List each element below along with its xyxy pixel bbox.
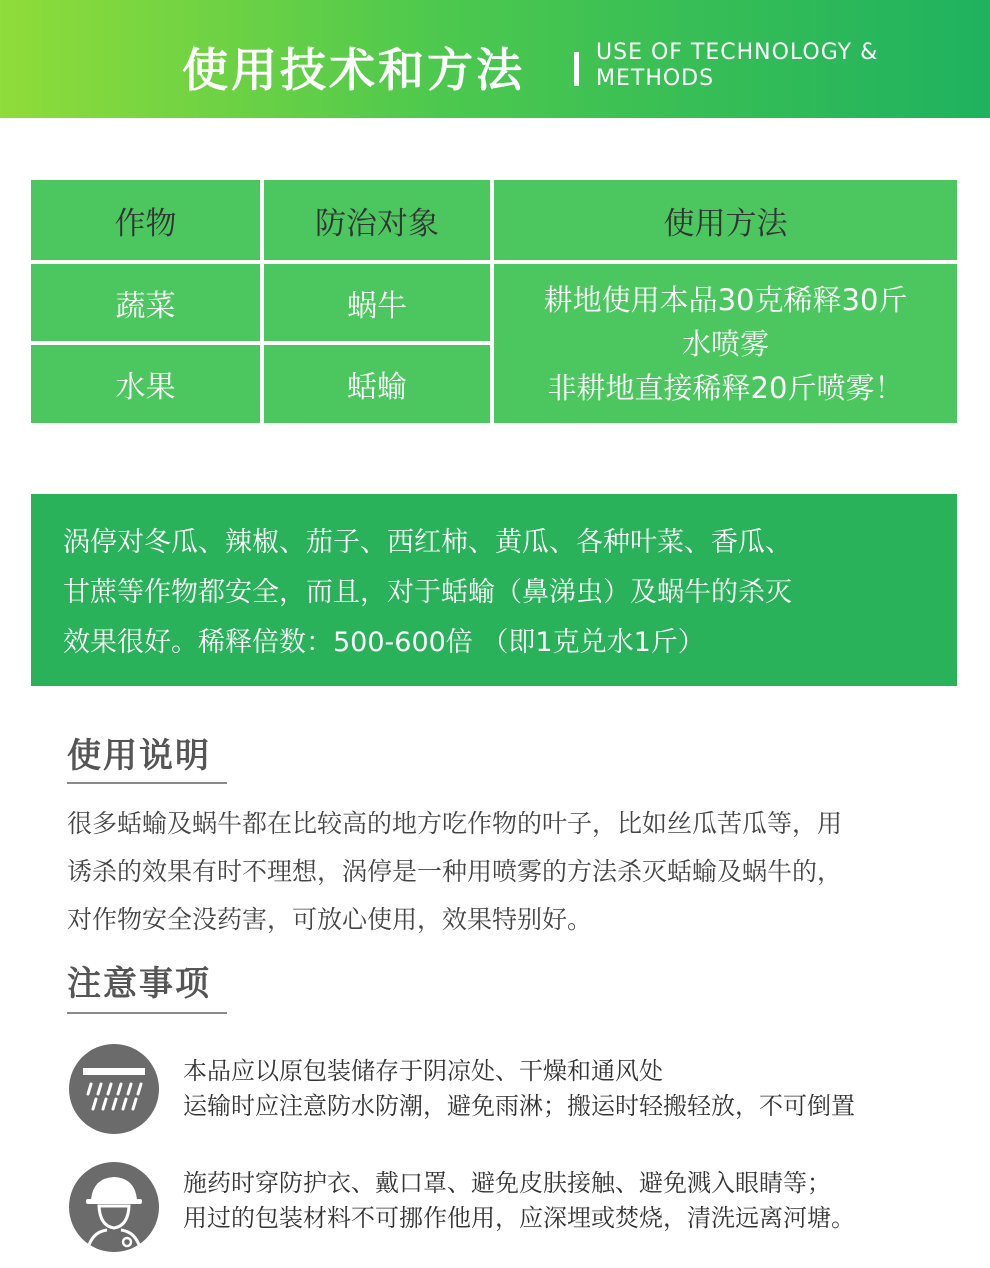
table-header-crop: 作物 (31, 180, 260, 260)
note-storage-line1: 本品应以原包装储存于阴凉处、干燥和通风处 (183, 1057, 663, 1085)
table-cell-target-snail: 蜗牛 (264, 264, 490, 341)
rain-shelter-icon (69, 1044, 159, 1134)
table-header-target: 防治对象 (264, 180, 490, 260)
table-cell-crop-fruit: 水果 (31, 345, 260, 423)
method-line1: 耕地使用本品30克稀释30斤 (543, 282, 908, 317)
english-subtitle-line2: METHODS (596, 66, 715, 91)
note-protection-text (183, 1166, 983, 1236)
protective-worker-icon-graphic (69, 1162, 159, 1252)
table-header-method: 使用方法 (494, 180, 957, 260)
usage-table (31, 180, 957, 423)
note-storage-line2: 运输时应注意防水防潮，避免雨淋；搬运时轻搬轻放，不可倒置 (183, 1092, 855, 1120)
english-subtitle (596, 40, 976, 92)
method-line3: 非耕地直接稀释20斤喷雾！ (547, 370, 904, 405)
highlight-line3: 效果很好。稀释倍数：500-600倍 （即1克兑水1斤） (63, 627, 705, 658)
highlight-line1: 涡停对冬瓜、辣椒、茄子、西红柿、黄瓜、各种叶菜、香瓜、 (63, 527, 792, 558)
rain-shelter-icon-graphic (69, 1044, 159, 1134)
table-cell-target-slug: 蛞蝓 (264, 345, 490, 423)
usage-section-underline (67, 782, 227, 784)
usage-section-title: 使用说明 (67, 736, 211, 776)
usage-line2: 诱杀的效果有时不理想，涡停是一种用喷雾的方法杀灭蛞蝓及蜗牛的， (67, 857, 843, 886)
note-storage-text (183, 1054, 983, 1124)
table-cell-crop-vegetable: 蔬菜 (31, 264, 260, 341)
english-subtitle-line1: USE OF TECHNOLOGY & (596, 40, 879, 65)
usage-line1: 很多蛞蝓及蜗牛都在比较高的地方吃作物的叶子，比如丝瓜苦瓜等，用 (67, 809, 843, 838)
method-line2: 水喷雾 (681, 326, 769, 361)
title-divider (574, 52, 579, 86)
usage-description (67, 800, 977, 944)
protective-worker-icon (69, 1162, 159, 1252)
highlight-line2: 甘蔗等作物都安全，而且，对于蛞蝓（鼻涕虫）及蜗牛的杀灭 (63, 577, 792, 608)
header-banner (0, 0, 990, 118)
safety-highlight-box (31, 494, 957, 686)
notes-section-title: 注意事项 (67, 964, 211, 1004)
note-protection-line2: 用过的包装材料不可挪作他用，应深埋或焚烧，清洗远离河塘。 (183, 1204, 855, 1232)
page-title: 使用技术和方法 (182, 43, 525, 97)
safety-highlight-text (63, 518, 943, 668)
note-protection-line1: 施药时穿防护衣、戴口罩、避免皮肤接触、避免溅入眼睛等； (183, 1169, 831, 1197)
notes-section-underline (67, 1012, 227, 1014)
usage-line3: 对作物安全没药害，可放心使用，效果特别好。 (67, 905, 593, 934)
table-cell-method (494, 264, 957, 423)
